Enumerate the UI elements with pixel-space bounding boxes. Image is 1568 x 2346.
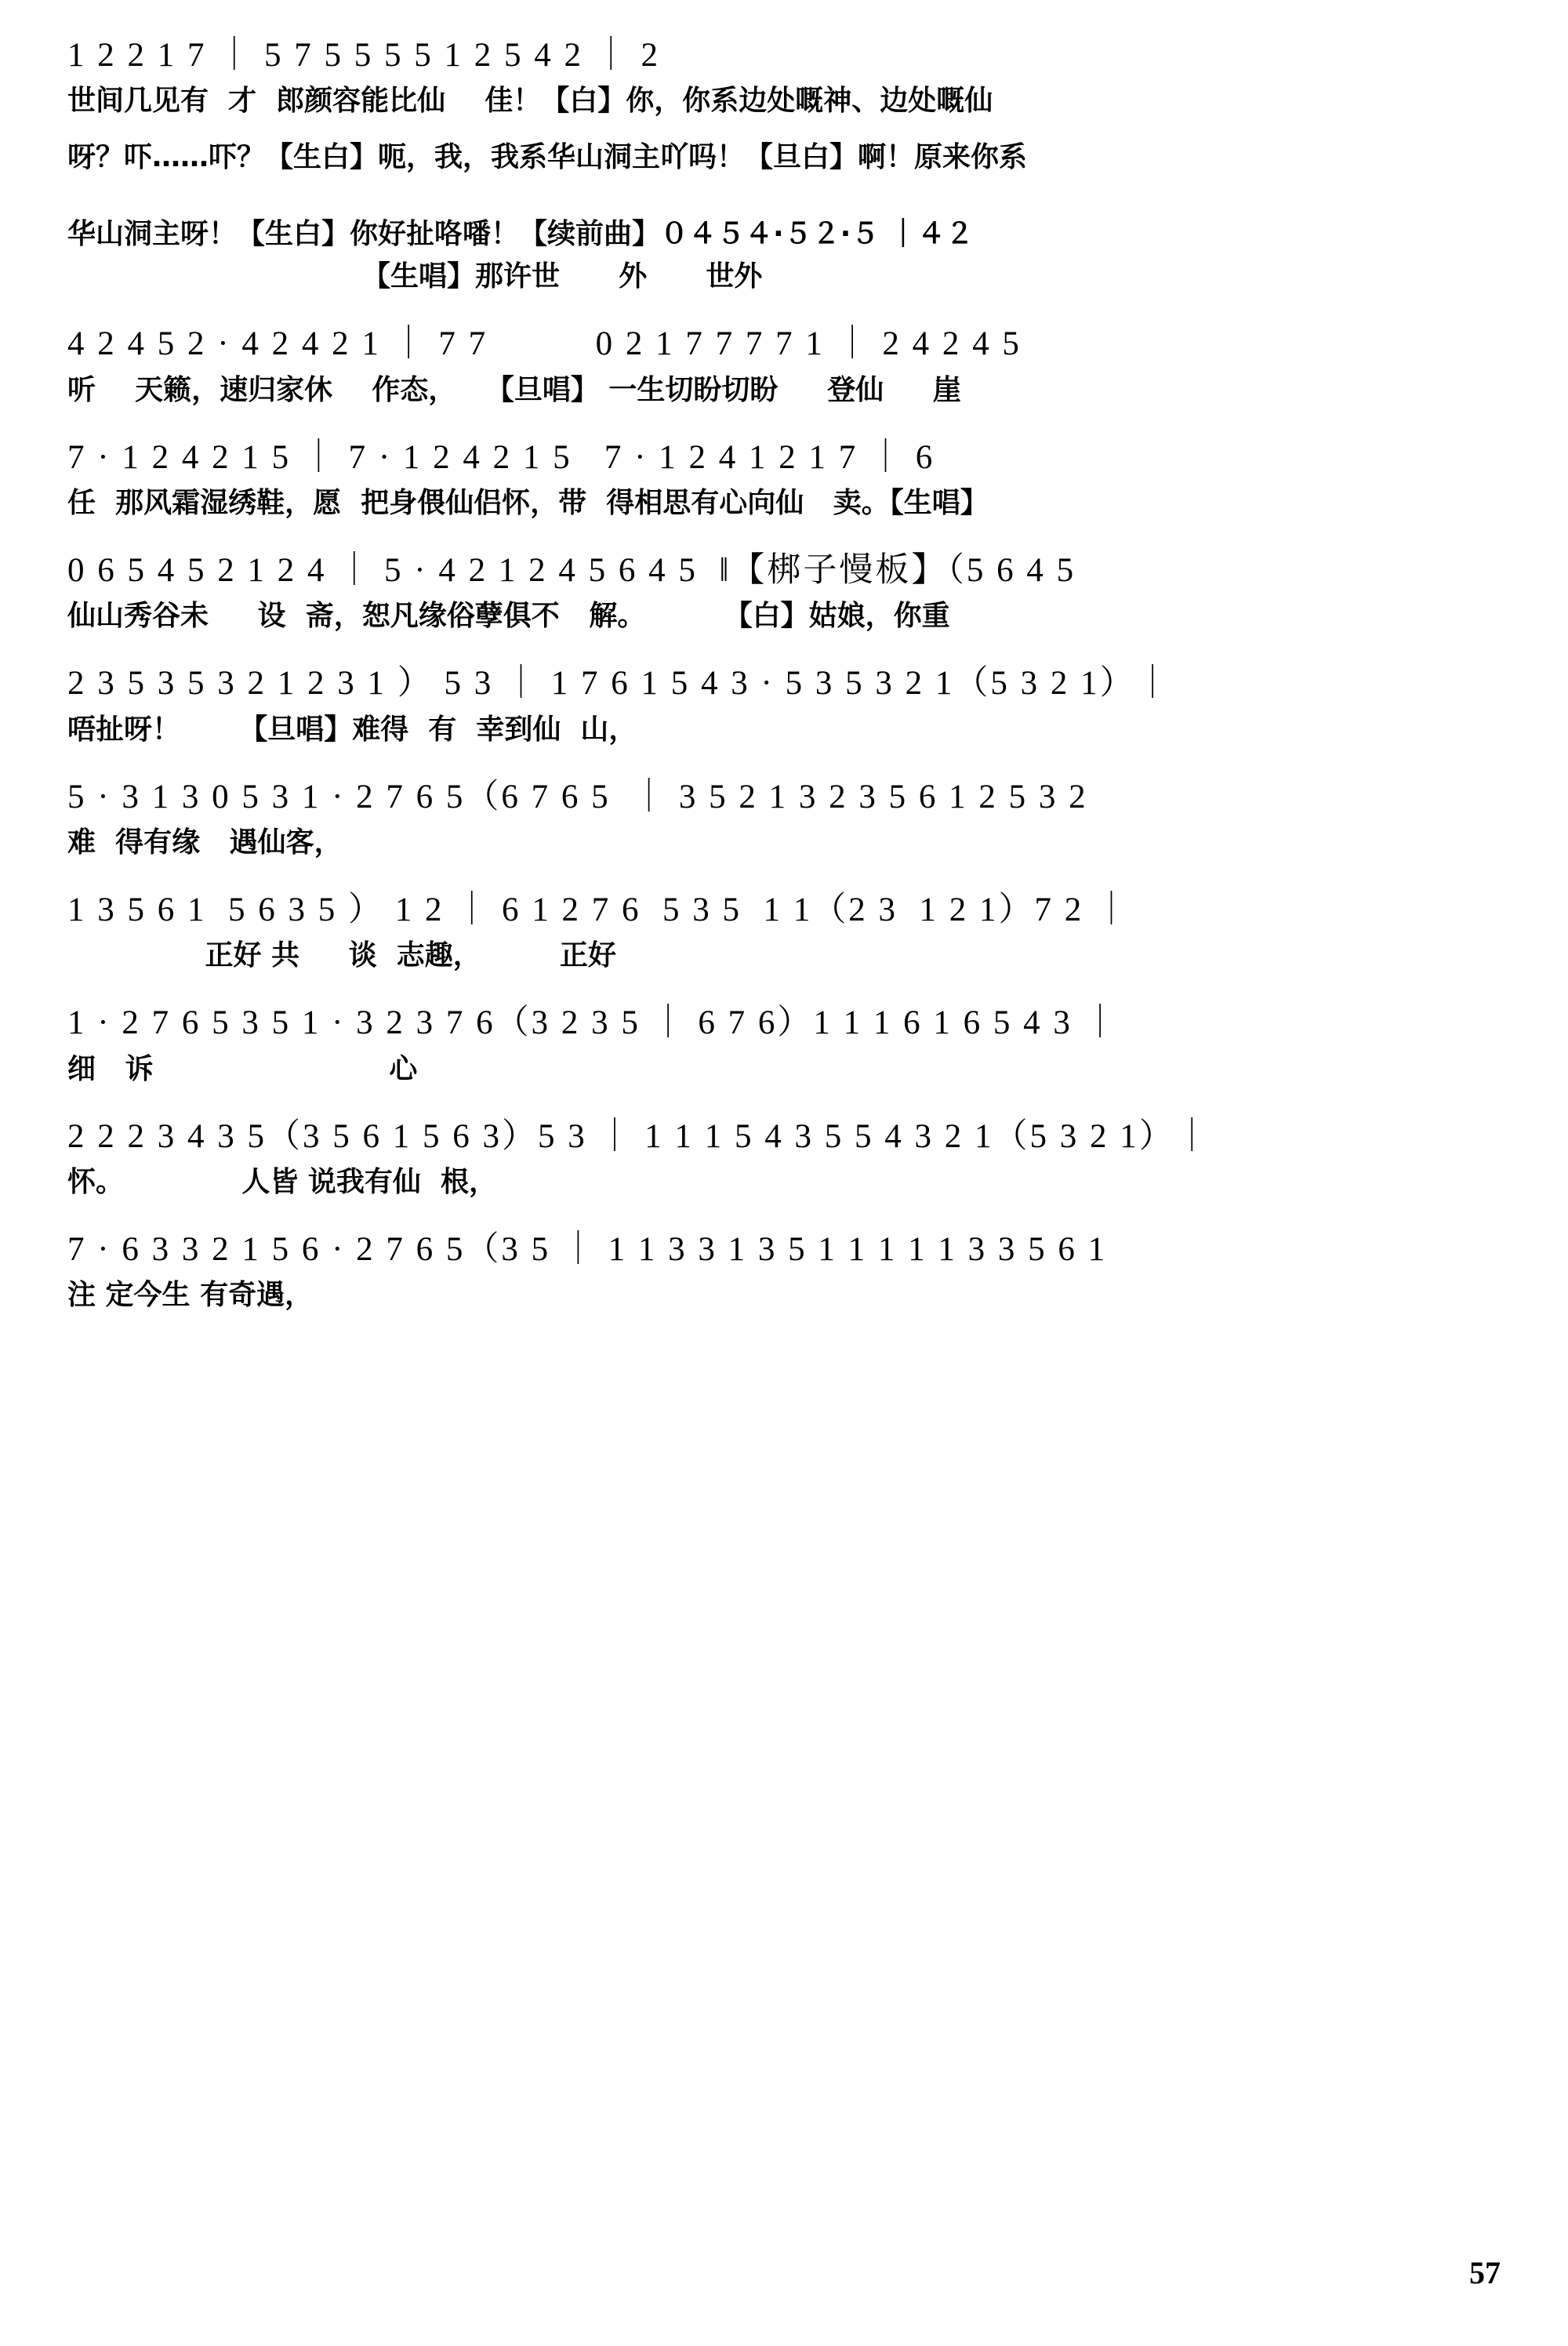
music-system xyxy=(63,434,1505,525)
lyrics-row: 细 诉 心 xyxy=(67,1052,418,1085)
lyrics-row: 华山洞主呀！【生白】你好扯咯噃！【续前曲】０４５４·５２·５ ｜４２ xyxy=(67,218,974,251)
system-spacer xyxy=(63,193,1505,213)
system-spacer xyxy=(63,991,1505,999)
music-system xyxy=(63,999,1505,1090)
lyrics-row: 怀。 人皆 说我有仙 根， xyxy=(67,1166,497,1199)
notation-row: 7 · 1 2 4 2 1 5 ｜ 7 · 1 2 4 2 1 5 7 · 1 2 4 1 2 1 7 ｜ 6 xyxy=(67,438,935,476)
system-spacer xyxy=(63,426,1505,434)
notation-row: 7 · 6 3 3 2 1 5 6 · 2 7 6 5（3 5 ｜ 1 1 3 3 1 3 5 1 1 1 1 1 3 3 5 6 1 xyxy=(67,1231,1108,1269)
lyrics-row: 唔扯呀！ 【旦唱】难得 有 幸到仙 山， xyxy=(67,713,637,746)
system-spacer xyxy=(63,878,1505,886)
music-system xyxy=(63,31,1505,122)
lyrics-row: 世间几见有 才 郎颜容能比仙 佳！【白】你，你系边处嘅神、边处嘅仙 xyxy=(67,85,993,118)
lyrics-row: 听 天籁，速归家休 作态， 【旦唱】 一生切盼切盼 登仙 崖 xyxy=(67,373,961,406)
notation-row: 1 2 2 1 7 ｜ 5 7 5 5 5 5 1 2 5 4 2 ｜ 2 xyxy=(67,37,660,74)
notation-row: 2 3 5 3 5 3 2 1 2 3 1 ） 5 3 ｜ 1 7 6 1 5 4 3 · 5 3 5 3 2 1（5 3 2 1）｜ xyxy=(67,665,1172,703)
music-system xyxy=(63,773,1505,864)
page-number: 57 xyxy=(1469,2255,1501,2290)
notation-content xyxy=(63,31,1505,1331)
music-system xyxy=(63,1226,1505,1316)
lyrics-row: 难 得有缘 遇仙客， xyxy=(67,826,343,859)
lyrics-row: 【生唱】那许世 外 世外 xyxy=(67,260,763,293)
system-spacer xyxy=(63,1218,1505,1226)
lyrics-row: 注 定今生 有奇遇， xyxy=(67,1279,314,1312)
lyrics-row: 仙山秀谷未 设 斋，恕凡缘俗孽俱不 解。 【白】姑娘，你重 xyxy=(67,600,950,633)
music-system xyxy=(63,886,1505,977)
system-spacer xyxy=(63,1105,1505,1113)
music-system xyxy=(63,136,1505,179)
music-system xyxy=(63,547,1505,637)
notation-row: 5 · 3 1 3 0 5 3 1 · 2 7 6 5（6 7 6 5 ｜ 3 5 2 1 3 2 3 5 6 1 2 5 3 2 xyxy=(67,778,1088,815)
notation-row: 1 · 2 7 6 5 3 5 1 · 3 2 3 7 6（3 2 3 5 ｜ 6 7 6）1 1 1 6 1 6 5 4 3 ｜ xyxy=(67,1004,1120,1042)
music-system xyxy=(63,659,1505,750)
lyrics-row: 任 那风霜湿绣鞋，愿 把身偎仙侣怀，带 得相思有心向仙 卖。【生唱】 xyxy=(67,487,989,520)
system-spacer xyxy=(63,652,1505,659)
notation-row: 4 2 4 5 2 · 4 2 4 2 1 ｜ 7 7 0 2 1 7 7 7 7 1 ｜ 2 4 2 4 5 xyxy=(67,325,1022,363)
notation-row: 1 3 5 6 1 5 6 3 5 ） 1 2 ｜ 6 1 2 7 6 5 3 5 1 1（2 3 1 2 1）7 2 ｜ xyxy=(67,892,1131,929)
system-spacer xyxy=(63,765,1505,773)
system-spacer xyxy=(63,312,1505,320)
system-spacer xyxy=(63,539,1505,547)
music-system xyxy=(63,320,1505,411)
music-system xyxy=(63,213,1505,298)
notation-row: 2 2 2 3 4 3 5（3 5 6 1 5 6 3）5 3 ｜ 1 1 1 5 4 3 5 5 4 3 2 1（5 3 2 1）｜ xyxy=(67,1117,1211,1155)
music-system xyxy=(63,1113,1505,1204)
notation-row: 0 6 5 4 5 2 1 2 4 ｜ 5 · 4 2 1 2 4 5 6 4 5 ‖【梆子慢板】（5 6 4 5 xyxy=(67,552,1076,590)
lyrics-row: 正好 共 谈 志趣， 正好 xyxy=(67,939,616,972)
lyrics-row: 呀？吓……吓？【生白】呃，我，我系华山洞主吖吗！【旦白】啊！原来你系 xyxy=(67,141,1028,174)
